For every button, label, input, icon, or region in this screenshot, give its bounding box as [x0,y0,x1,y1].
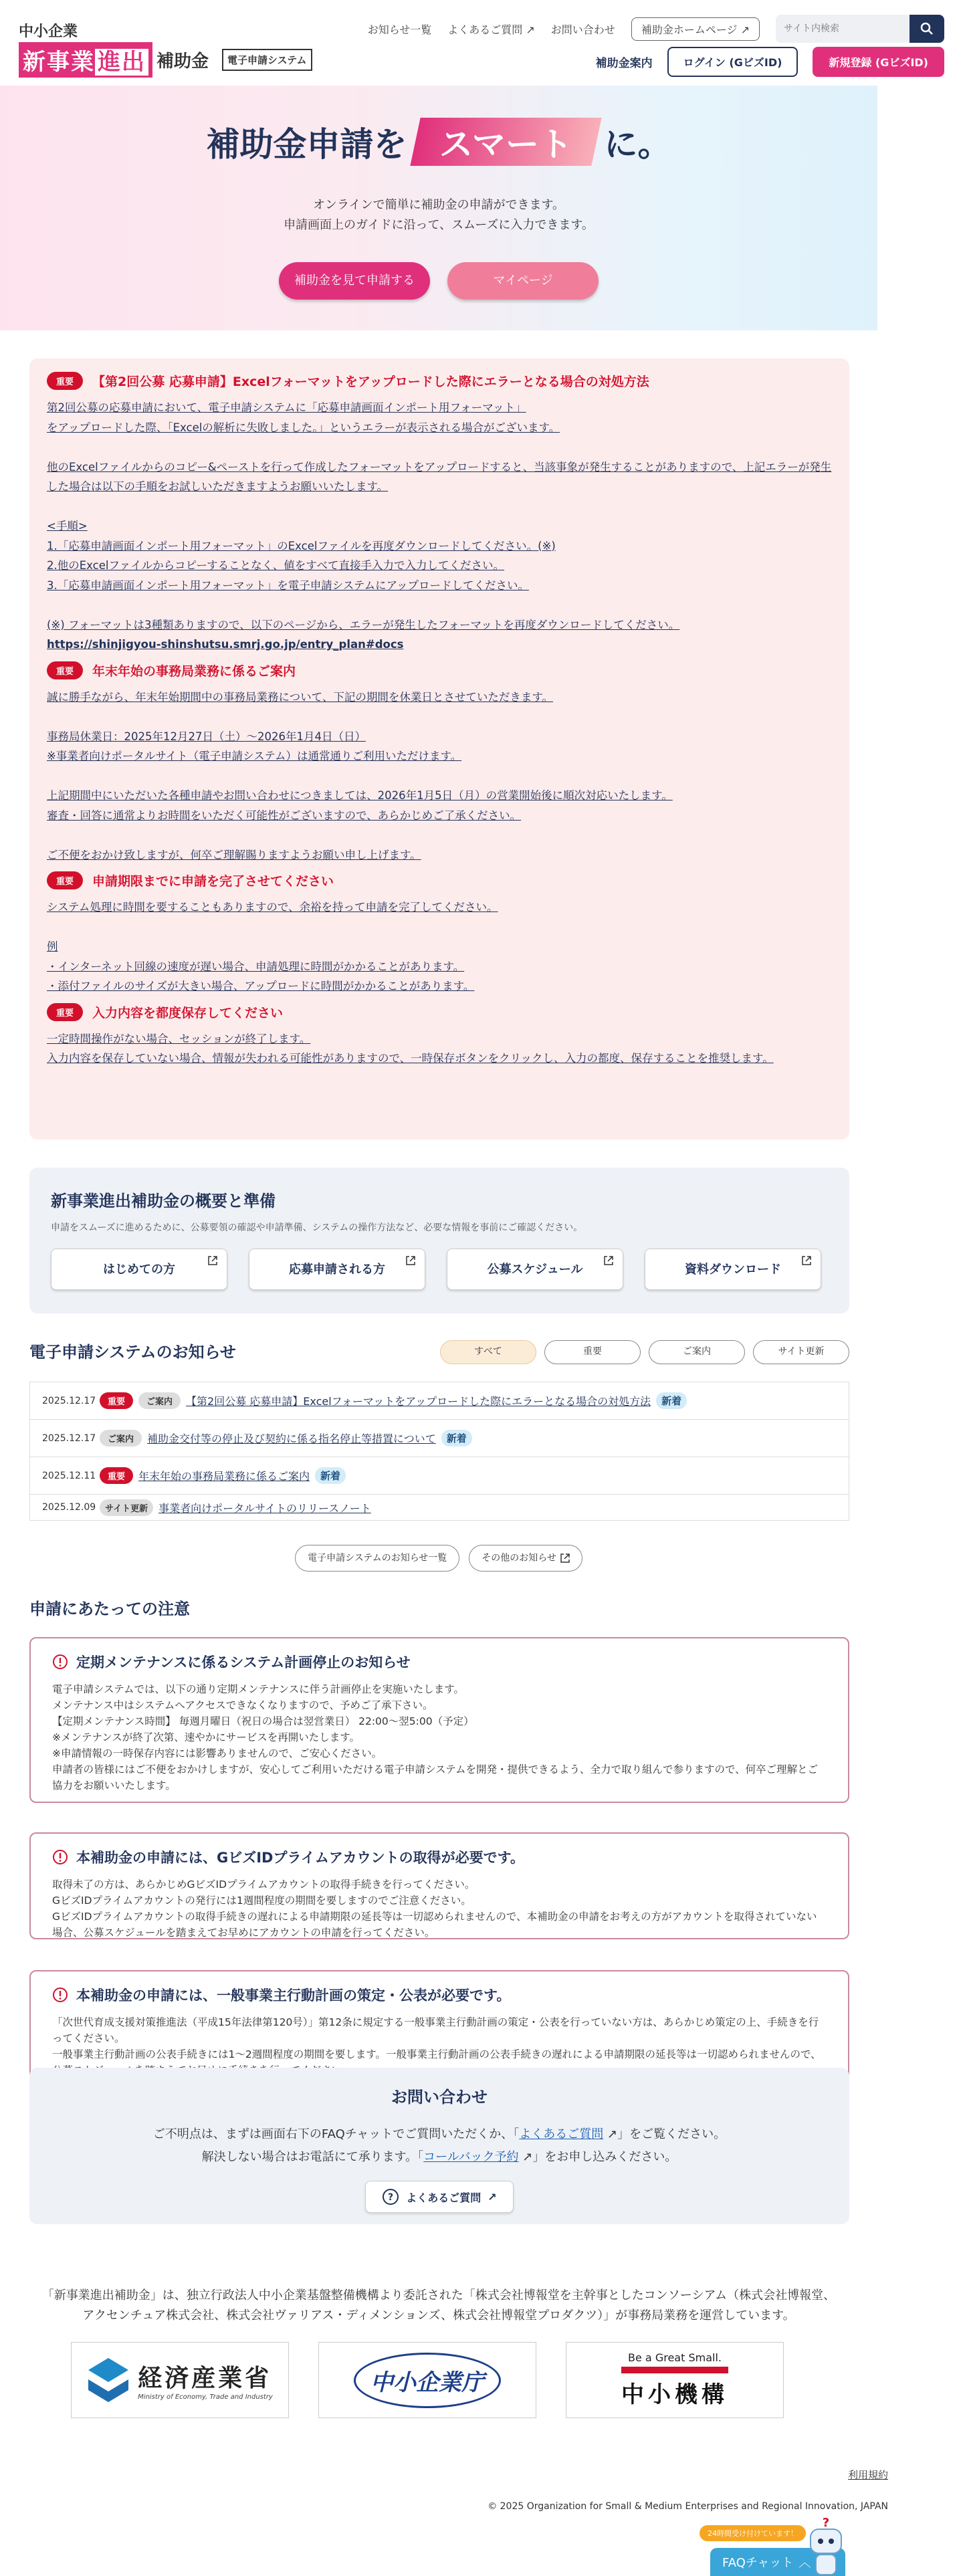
new-badge: 新着 [656,1392,687,1409]
caution-line: ※メンテナンスが終了次第、速やかにサービスを再開いたします。 [52,1731,360,1743]
news-filters [440,1340,849,1364]
news-list [29,1382,849,1521]
caution-title: 本補助金の申請には、GビズIDプライムアカウントの取得が必要です。 [52,1847,827,1867]
news-list-button[interactable]: 電子申請システムのお知らせ一覧 [295,1545,459,1572]
alert-icon [52,1987,68,2003]
important-tag: 重要 [47,372,83,390]
notice-line: 事務局休業日：2025年12月27日（土）〜2026年1月4日（日） [47,730,366,743]
contact-line-2: 解決しない場合はお電話にて承ります。「コールバック予約 ↗」をお申し込みください。 [201,2150,677,2164]
notice-line: をアップロードした際、「Excelの解析に失敗しました。」というエラーが表示される場合がございます。 [47,421,560,434]
external-link-icon [560,1553,570,1563]
external-link-icon [406,1256,415,1265]
news-date: 2025.12.11 [42,1470,96,1481]
contact-section [29,2068,849,2224]
chat-robot-icon [802,2514,849,2576]
caution-body [52,1876,827,1941]
caution-line: 【定期メンテナンス時間】 毎週月曜日（祝日の場合は翌営業日） 22:00〜翌5:00（予定） [52,1715,474,1727]
news-row[interactable] [30,1420,849,1457]
news-tag-guide: ご案内 [138,1392,181,1409]
caution-title: 定期メンテナンスに係るシステム計画停止のお知らせ [52,1652,827,1672]
caution-box [29,1832,849,1939]
caution-title: 本補助金の申請には、一般事業主行動計画の策定・公表が必要です。 [52,1985,827,2005]
notice-line: ご不便をおかけ致しますが、何卒ご理解賜りますようお願い申し上げます。 [47,848,421,861]
news-row[interactable] [30,1495,849,1520]
contact-title: お問い合わせ [391,2088,488,2107]
notice-line: システム処理に時間を要することもありますので、余裕を持って申請を完了してください。 [47,901,498,914]
logo-hojo-text: 補助金 [156,51,209,72]
notice-line [47,497,832,517]
cautions-title: 申請にあたっての注意 [29,1600,190,1618]
hero-lead-2: 申請画面上のガイドに沿って、スムーズに入力できます。 [284,218,594,232]
notice-line: 3.「応募申請画面インポート用フォーマット」を電子申請システムにアップロードしてください。 [47,578,529,592]
news-date: 2025.12.09 [42,1502,96,1513]
notice-line [47,437,832,457]
svg-text:?: ? [388,2192,394,2203]
filter-important[interactable]: 重要 [544,1340,641,1364]
notice-block [47,372,832,655]
faq-chat-button[interactable]: FAQチャット ︿ [710,2548,845,2576]
question-icon [382,2188,399,2206]
news-tag-important: 重要 [100,1467,133,1484]
alert-icon [52,1849,68,1865]
caution-line: ※申請情報の一時保存内容には影響ありませんので、ご安心ください。 [52,1747,383,1759]
other-news-button[interactable]: その他のお知らせ [469,1545,582,1572]
logo-small-text: 中小企業 [19,23,78,40]
notice-line: ・インターネット回線の速度が遅い場合、申請処理に時間がかかることがあります。 [47,960,465,973]
news-tag-important: 重要 [100,1392,133,1409]
news-row[interactable] [30,1457,849,1495]
nav-faq-link[interactable]: よくあるご質問 ↗ [447,23,535,36]
svg-text:?: ? [822,2516,830,2530]
faq-link[interactable]: よくあるご質問 [519,2127,604,2141]
notice-line: ※事業者向けポータルサイト（電子申請システム）は通常通りご利用いただけます。 [47,750,462,762]
external-link-icon: ↗ [488,2190,497,2204]
news-tag-site-update: サイト更新 [100,1499,153,1516]
notice-line: ・添付ファイルのサイズが大きい場合、アップロードに時間がかかることがあります。 [47,980,475,992]
caution-line: 一般事業主行動計画の公表手続きには1〜2週間程度の期間を要します。一般事業主行動計画の公表手続きの遅れによる申請期限の延長等は一切認められませんので、 [52,2048,821,2060]
notice-line: 誠に勝手ながら、年末年始期間中の事務局業務について、下記の期間を休業日とさせていただきます。 [47,690,554,704]
terms-link[interactable]: 利用規約 [847,2469,888,2481]
footer-logos [71,2342,784,2418]
mypage-button[interactable]: マイページ [447,262,599,300]
caution-line: 電子申請システムでは、以下の通り定期メンテナンスに伴う計画停止を実施いたします。 [52,1683,464,1695]
news-row[interactable] [30,1382,849,1420]
chusho-logo[interactable]: 中小企業庁 [318,2342,536,2418]
overview-title: 新事業進出補助金の概要と準備 [51,1192,276,1210]
notice-line: 第2回公募の応募申請において、電子申請システムに「応募申請画面インポート用フォーマット」 [47,401,526,414]
search-button[interactable] [909,15,944,43]
external-link-icon [208,1256,217,1265]
notice-block [47,661,832,865]
new-badge: 新着 [441,1430,472,1446]
external-link-icon: ↗ [522,2150,533,2164]
nav-contact-link[interactable]: お問い合わせ [550,23,615,36]
alert-icon [52,1654,68,1670]
external-link-icon [802,1256,811,1265]
callback-link[interactable]: コールバック予約 [423,2150,519,2164]
chevron-up-icon: ︿ [798,2556,811,2570]
notice-title: 年末年始の事務局業務に係るご案内 [92,663,296,679]
applicant-button[interactable]: 応募申請される方 [249,1249,425,1290]
news-link[interactable]: 事業者向けポータルサイトのリリースノート [158,1501,371,1515]
notice-line: 1.「応募申請画面インポート用フォーマット」のExcelファイルを再度ダウンロードしてください。(※) [47,539,556,552]
notice-line: 審査・回答に通常よりお時間をいただく可能性がございますので、あらかじめご了承ください。 [47,809,522,822]
external-link-icon: ↗ [526,23,535,36]
notice-title: 【第2回公募 応募申請】Excelフォーマットをアップロードした際にエラーとなる場合の対処方法 [92,374,649,389]
footer-text: 「新事業進出補助金」は、独立行政法人中小企業基盤整備機構より委託された「株式会社博報堂を主幹事としたコンソーシアム（株式会社博報堂、 アクセンチュア株式会社、株式会社ヴァリアス・ディメンションズ、株式会社博報堂プロダクツ）」が事務局業務を運営しています。 [41,2288,836,2323]
caution-line: 取得未了の方は、あらかじめGビズIDプライムアカウントの取得手続きを行ってください。 [52,1879,475,1891]
hero-title: 補助金申請を スマート に。 [207,118,671,166]
hero-section [0,86,877,330]
notice-line: 上記期間中にいただいた各種申請やお問い合わせにつきましては、2026年1月5日（月）の営業開始後に順次対応いたします。 [47,789,673,802]
external-link-icon: ↗ [740,23,750,36]
filter-guide[interactable]: ご案内 [649,1340,745,1364]
external-link-icon: ↗ [607,2127,618,2141]
notice-line: 2.他のExcelファイルからコピーすることなく、値をすべて直接手入力で入力してください。 [47,559,504,572]
hero-smart-highlight: スマート [410,118,601,166]
notice-line [47,918,832,938]
site-logo[interactable] [19,20,312,78]
notice-title: 申請期限までに申請を完了させてください [92,874,334,889]
beginner-button[interactable]: はじめての方 [51,1249,227,1290]
site-header [0,0,963,86]
news-link[interactable]: 【第2回公募 応募申請】Excelフォーマットをアップロードした際にエラーとなる場合の対処方法 [186,1395,651,1408]
caution-box [29,1970,849,2082]
notice-block [47,871,832,996]
notice-line: <手順> [47,520,88,532]
copyright: © 2025 Organization for Small & Medium Enterprises and Regional Innovation, JAPAN [488,2501,888,2512]
register-button[interactable]: 新規登録 (GビズID) [813,47,944,77]
meti-logo[interactable]: 経済産業省 Ministry of Economy, Trade and Industry [71,2342,289,2418]
nav-guide-link[interactable]: 補助金案内 [595,57,653,70]
caution-box [29,1637,849,1803]
important-notice [29,358,849,1140]
notice-block [47,1003,832,1069]
notice-line [47,766,832,786]
important-tag: 重要 [47,1003,83,1021]
external-link-icon [604,1256,613,1265]
notice-line [47,825,832,845]
overview-section [29,1168,849,1313]
notice-title: 入力内容を都度保存してください [92,1005,284,1021]
caution-line: GビズIDプライムアカウントの発行には1週間程度の期間を要しますのでご注意ください。 [52,1895,471,1907]
faq-button[interactable]: ? よくあるご質問 ↗ [365,2181,513,2213]
notice-body [47,687,832,865]
smrj-logo[interactable]: Be a Great Small. 中小機構 [566,2342,784,2418]
news-tag-guide: ご案内 [100,1430,142,1446]
contact-line-1: ご不明点は、まずは画面右下のFAQチャットでご質問いただくか、「よくあるご質問 ↗」をご覧ください。 [152,2127,726,2141]
notice-line: 入力内容を保存していない場合、情報が失われる可能性がありますので、一時保存ボタンをクリックし、入力の都度、保存することを推奨します。 [47,1052,774,1065]
caution-line: メンテナンス中はシステムへアクセスできなくなりますので、予めご了承下さい。 [52,1699,433,1711]
caution-line: GビズIDプライムアカウントの取得手続きの遅れによる申請期限の延長等は一切認められませんので、本補助金の申請をお考えの方がアカウントを取得されていない場合、公募スケジュールを踏まえてお早めにアカウントの申請を行ってください。 [52,1911,817,1939]
login-button[interactable]: ログイン (GビズID) [667,47,798,77]
search-box [776,15,944,43]
apply-button[interactable]: 補助金を見て申請する [279,262,430,300]
download-button[interactable]: 資料ダウンロード [645,1249,821,1290]
caution-line: 申請者の皆様にはご不便をおかけしますが、安心してご利用いただける電子申請システムを開発・提供できるよう、全力で取り組んで参りますので、何卒ご理解とご協力をお願いいたします。 [52,1763,819,1792]
hp-button[interactable]: 補助金ホームページ ↗ [631,17,760,41]
important-tag: 重要 [47,661,83,679]
notice-line [47,595,832,615]
top-nav [368,15,944,43]
notice-line: 一定時間操作がない場合、セッションが終了します。 [47,1032,311,1045]
news-link[interactable]: 補助金交付等の停止及び契約に係る指名停止等措置について [147,1432,436,1445]
notice-body [47,897,832,996]
news-link[interactable]: 年末年始の事務局業務に係るご案内 [138,1470,310,1483]
news-date: 2025.12.17 [42,1432,96,1444]
hero-lead-1: オンラインで簡単に補助金の申請ができます。 [312,198,565,212]
logo-big-text: 新事業 進出 [19,42,152,78]
schedule-button[interactable]: 公募スケジュール [447,1249,623,1290]
logo-system-badge: 電子申請システム [222,49,312,71]
notice-line [47,707,832,727]
entry-plan-link[interactable]: https://shinjigyou-shinshutsu.smrj.go.jp/entry_plan#docs [47,638,404,651]
faq-chat-bubble: 24時間受け付けています！ [700,2525,806,2541]
overview-desc: 申請をスムーズに進めるために、公募要領の確認や申請準備、システムの操作方法など、必要な情報を事前にご確認ください。 [51,1222,583,1233]
caution-body [52,1681,827,1794]
news-date: 2025.12.17 [42,1395,96,1406]
notice-body [47,398,832,635]
filter-site-update[interactable]: サイト更新 [753,1340,849,1364]
filter-all[interactable]: すべて [440,1340,536,1364]
notice-line: 例 [47,940,58,953]
notice-body [47,1029,832,1069]
caution-line: 「次世代育成支援対策推進法（平成15年法律第120号）」第12条に規定する一般事業主行動計画の策定・公表を行っていない方は、あらかじめ策定の上、手続きを行ってください。 [52,2016,819,2044]
new-badge: 新着 [315,1467,346,1484]
main-nav [596,47,944,77]
search-icon [920,22,934,35]
search-input[interactable] [776,15,909,43]
notice-line: 他のExcelファイルからのコピー&ペーストを行って作成したフォーマットをアップロードすると、当該事象が発生することがありますので、上記エラーが発生した場合は以下の手順をお試しいただきますようお願いいたします。 [47,460,832,493]
nav-news-link[interactable]: お知らせ一覧 [367,23,432,36]
news-title: 電子申請システムのお知らせ [29,1343,236,1362]
important-tag: 重要 [47,871,83,889]
meti-mark-icon [87,2357,130,2403]
notice-line: (※) フォーマットは3種類ありますので、以下のページから、エラーが発生したフォーマットを再度ダウンロードしてください。 [47,618,680,631]
